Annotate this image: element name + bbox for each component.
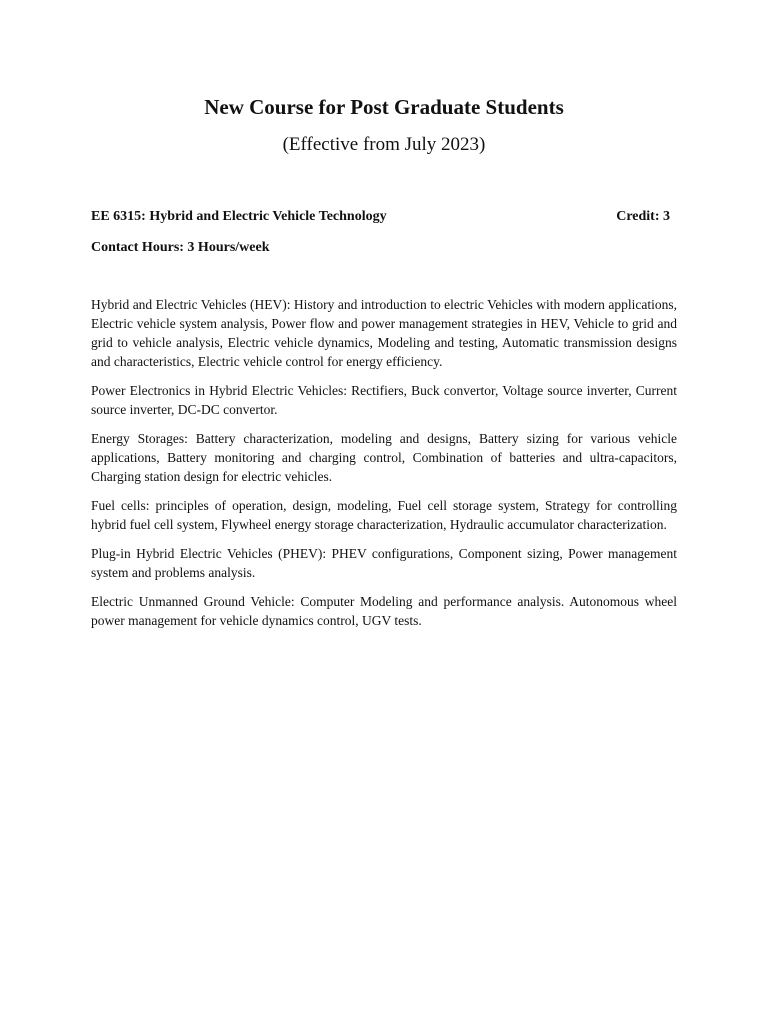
contact-hours: Contact Hours: 3 Hours/week	[91, 240, 270, 255]
course-content	[91, 295, 677, 640]
paragraph-energy-storages: Energy Storages: Battery characterization, modeling and designs, Battery sizing for various vehicle applications, Battery monitoring and charging control, Combination of batteries and ultra-capacitors, Charging station design for electric vehicles.	[91, 431, 677, 484]
paragraph-fuel-cells: Fuel cells: principles of operation, design, modeling, Fuel cell storage system, Strategy for controlling hybrid fuel cell system, Flywheel energy storage characterization, Hydraulic accumulator characterization.	[91, 498, 677, 532]
course-code-title: EE 6315: Hybrid and Electric Vehicle Technology	[91, 209, 387, 224]
paragraph-power-electronics: Power Electronics in Hybrid Electric Vehicles: Rectifiers, Buck convertor, Voltage source inverter, Current source inverter, DC-DC convertor.	[91, 383, 677, 417]
paragraph-phev: Plug-in Hybrid Electric Vehicles (PHEV): PHEV configurations, Component sizing, Power management system and problems analysis.	[91, 546, 677, 580]
paragraph-hev: Hybrid and Electric Vehicles (HEV): History and introduction to electric Vehicles with modern applications, Electric vehicle system analysis, Power flow and power management strategies in HEV, Vehicle to grid and grid to vehicle analysis, Electric vehicle dynamics, Modeling and testing, Automatic transmission designs and characteristics, Electric vehicle control for energy efficiency.	[91, 297, 677, 369]
paragraph-ugv: Electric Unmanned Ground Vehicle: Computer Modeling and performance analysis. Autonomous wheel power management for vehicle dynamics control, UGV tests.	[91, 594, 677, 628]
course-credit: Credit: 3	[616, 209, 670, 224]
course-line	[91, 207, 673, 227]
page-title: New Course for Post Graduate Students	[204, 95, 564, 119]
page-subtitle: (Effective from July 2023)	[282, 134, 486, 155]
